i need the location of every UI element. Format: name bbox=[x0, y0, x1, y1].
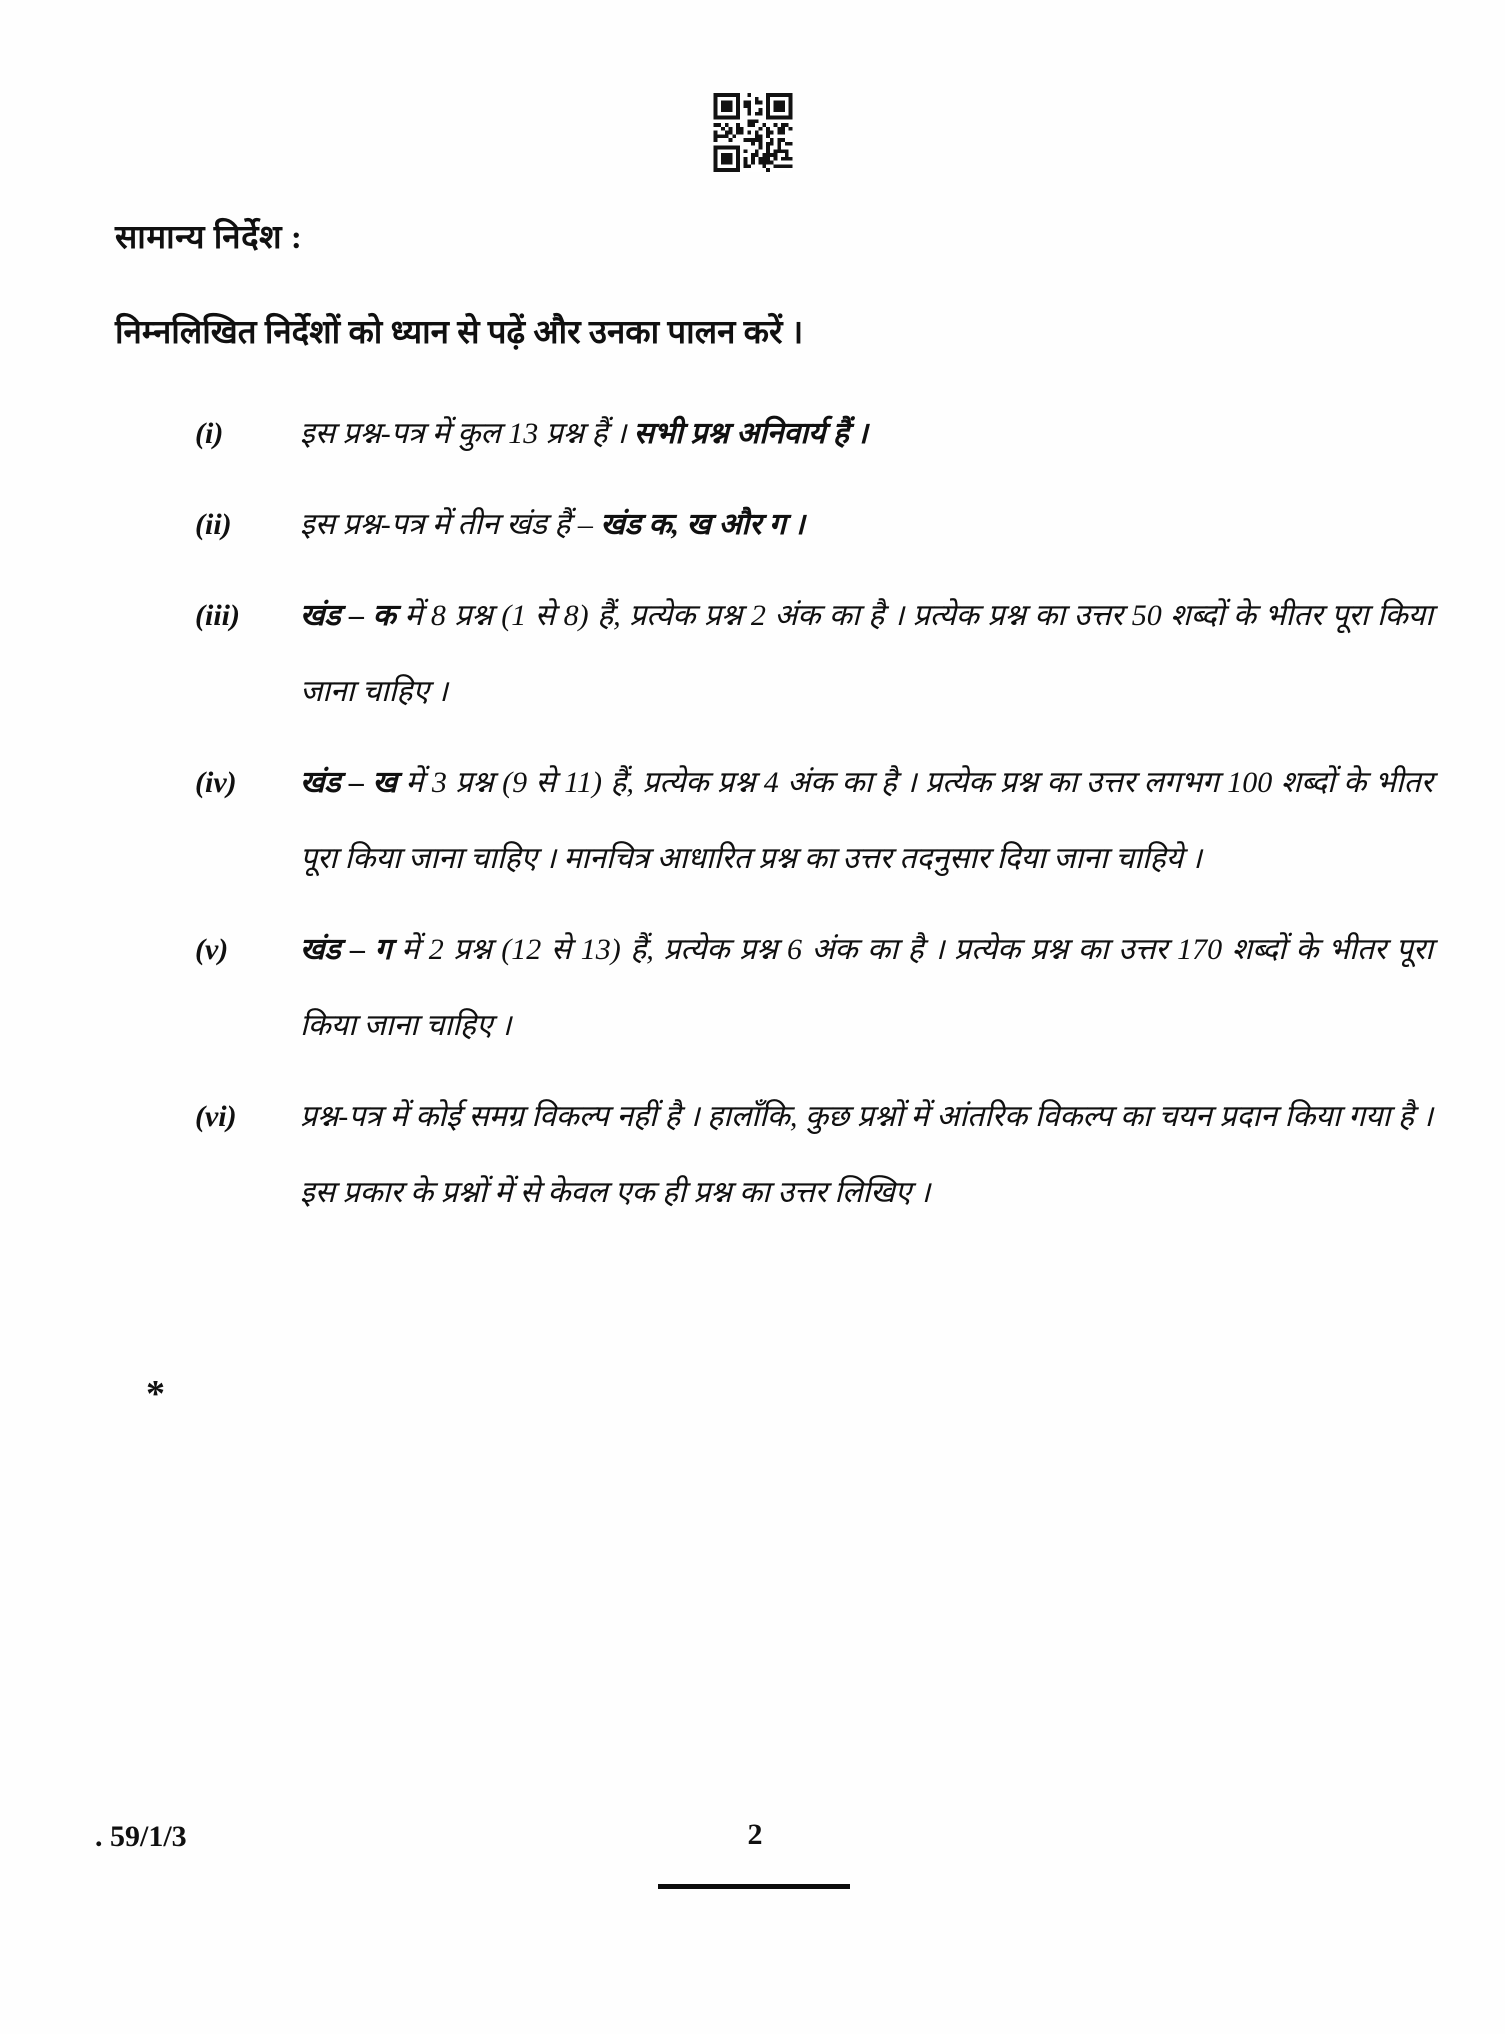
instruction-segment-bold: खंड – ग bbox=[300, 933, 392, 966]
instruction-item-iv bbox=[195, 745, 1433, 897]
instruction-label: (vi) bbox=[195, 1100, 237, 1133]
instruction-segment-bold: खंड – क bbox=[300, 599, 396, 632]
instructions-intro-line: निम्नलिखित निर्देशों को ध्यान से पढ़ें और उनका पालन करें । bbox=[115, 315, 804, 351]
instruction-segment: में 8 प्रश्न (1 से 8) हैं, प्रत्येक प्रश्न 2 अंक का है । प्रत्येक प्रश्न का उत्तर 50 शब्दों के भीतर पूरा किया जाना चाहिए । bbox=[300, 599, 1433, 708]
asterisk-mark: * bbox=[146, 1373, 165, 1415]
instruction-segment-bold: खंड क, ख और ग । bbox=[600, 508, 805, 541]
instruction-item-i bbox=[195, 396, 1433, 472]
instruction-segment-bold: खंड – ख bbox=[300, 766, 398, 799]
instruction-text bbox=[300, 1079, 1433, 1231]
instruction-item-v bbox=[195, 912, 1433, 1064]
instruction-label: (iv) bbox=[195, 766, 237, 799]
general-instructions-heading: सामान्य निर्देश : bbox=[115, 220, 303, 256]
instruction-segment-bold: सभी प्रश्न अनिवार्य हैं । bbox=[633, 417, 868, 450]
instruction-label: (i) bbox=[195, 417, 224, 450]
instruction-segment: इस प्रश्न-पत्र में कुल 13 प्रश्न हैं । bbox=[300, 417, 634, 450]
qr-code-icon bbox=[711, 93, 795, 172]
instructions-list bbox=[195, 396, 1433, 1246]
instruction-item-iii bbox=[195, 578, 1433, 730]
paper-code: . 59/1/3 bbox=[95, 1820, 187, 1853]
instruction-text bbox=[300, 578, 1433, 730]
instruction-label: (iii) bbox=[195, 599, 240, 632]
instruction-label: (ii) bbox=[195, 508, 232, 541]
instruction-segment: इस प्रश्न-पत्र में तीन खंड हैं – bbox=[300, 508, 601, 541]
instruction-item-vi bbox=[195, 1079, 1433, 1231]
page-number-rule bbox=[658, 1884, 850, 1889]
instruction-segment: प्रश्न-पत्र में कोई समग्र विकल्प नहीं है । हालाँकि, कुछ प्रश्नों में आंतरिक विकल्प का चयन प्रदान किया गया है । इस प्रकार के प्रश्नों में से केवल एक ही प्रश्न का उत्तर लिखिए । bbox=[300, 1100, 1433, 1209]
instruction-segment: में 3 प्रश्न (9 से 11) हैं, प्रत्येक प्रश्न 4 अंक का है । प्रत्येक प्रश्न का उत्तर लगभग 100 शब्दों के भीतर पूरा किया जाना चाहिए । मानचित्र आधारित प्रश्न का उत्तर तदनुसार दिया जाना चाहिये । bbox=[300, 766, 1433, 875]
page-number: 2 bbox=[747, 1818, 763, 1851]
instruction-text bbox=[300, 745, 1433, 897]
instruction-segment: में 2 प्रश्न (12 से 13) हैं, प्रत्येक प्रश्न 6 अंक का है । प्रत्येक प्रश्न का उत्तर 170 शब्दों के भीतर पूरा किया जाना चाहिए । bbox=[300, 933, 1433, 1042]
instruction-text bbox=[300, 912, 1433, 1064]
instruction-text bbox=[300, 487, 1433, 563]
instruction-text bbox=[300, 396, 1433, 472]
instruction-label: (v) bbox=[195, 933, 229, 966]
instruction-item-ii bbox=[195, 487, 1433, 563]
